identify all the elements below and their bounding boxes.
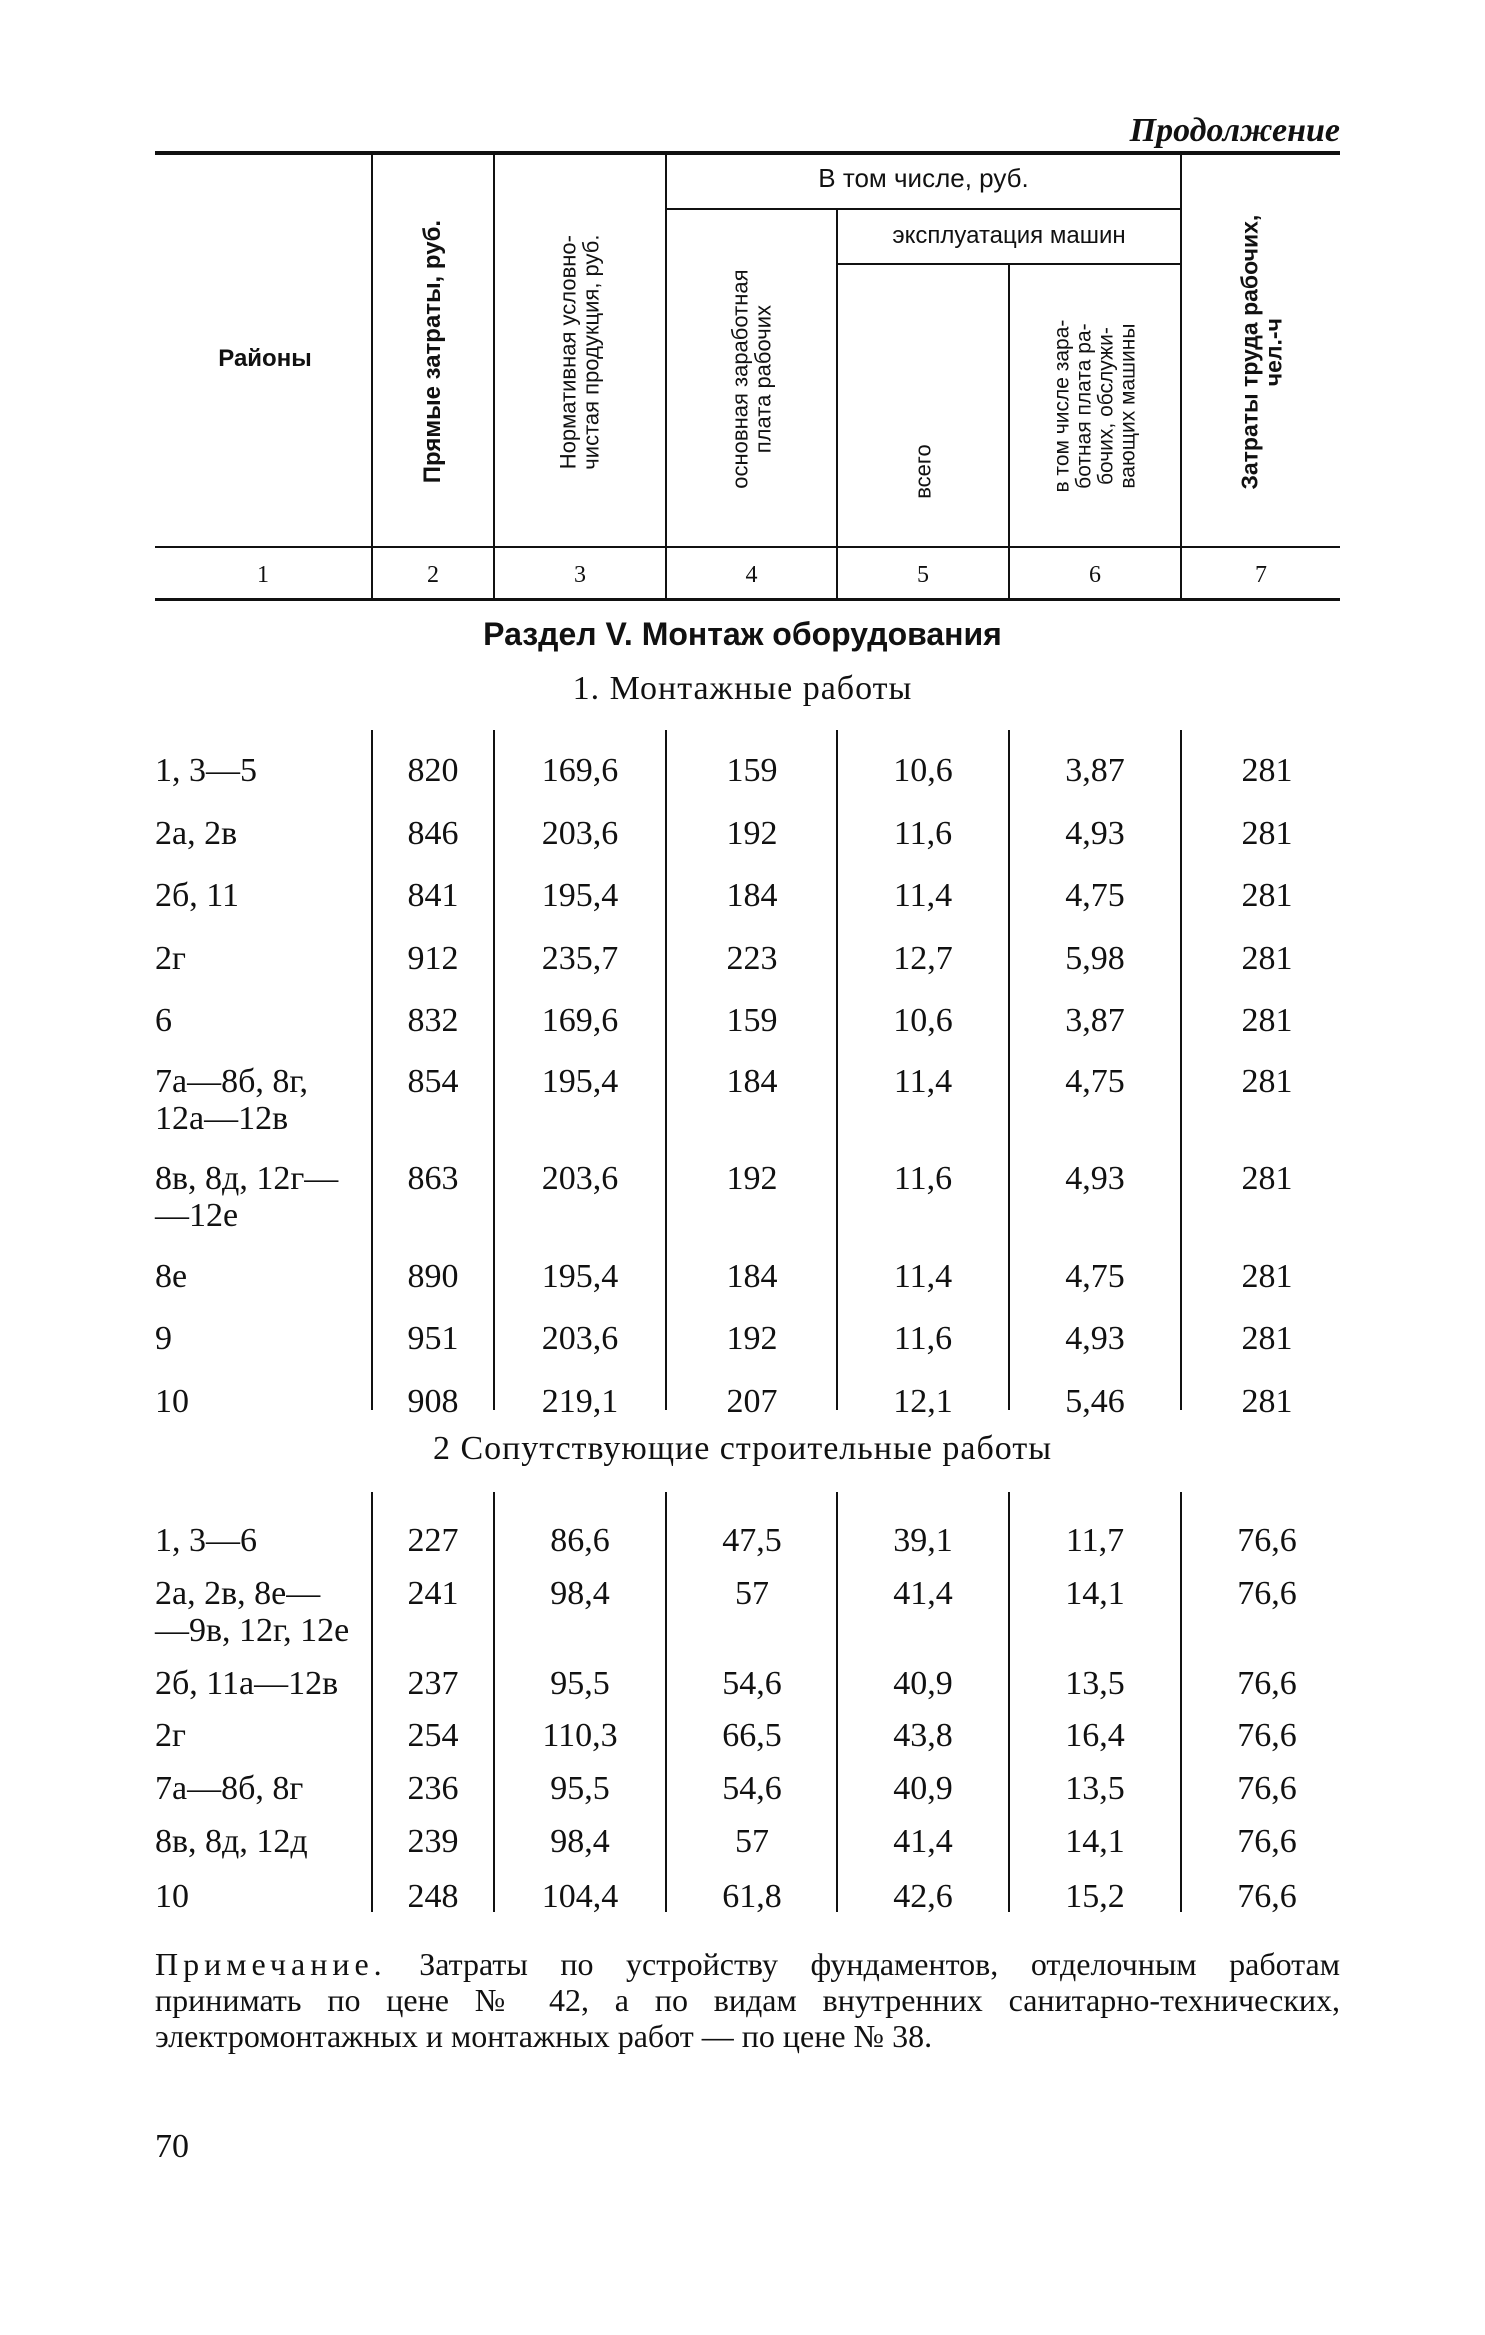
region-cell [155,1063,370,1138]
region-line: 8в, 8д, 12д [155,1823,308,1860]
value-cell: 248 [407,1878,459,1915]
value-cell: 203,6 [541,1320,619,1357]
value-cell: 281 [1241,1258,1293,1295]
value-cell: 281 [1241,1002,1293,1039]
header-including: В том числе, руб. [818,163,1029,193]
value-cell: 219,1 [541,1383,619,1420]
header-base-wage: основная заработная плата рабочих [727,269,776,489]
region-line: 10 [155,1383,189,1420]
value-cell: 281 [1241,1160,1293,1197]
value-cell: 281 [1241,940,1293,977]
value-cell: 76,6 [1237,1665,1297,1702]
colnum-bottom-rule [155,598,1340,601]
region-line: 6 [155,1002,172,1039]
value-cell: 169,6 [541,752,619,789]
value-cell: 4,93 [1065,1320,1125,1357]
table-row [0,752,1485,812]
value-cell: 10,6 [893,752,953,789]
col-number: 1 [257,562,269,588]
header-labor: Затраты труда рабочих, чел.-ч [1235,214,1286,490]
value-cell: 281 [1241,752,1293,789]
table-row [0,877,1485,937]
page-number: 70 [155,2128,189,2165]
value-cell: 42,6 [893,1878,953,1915]
value-cell: 41,4 [893,1575,953,1612]
table-row [0,1770,1485,1830]
value-cell: 184 [726,1063,778,1100]
region-line: 2г [155,1717,186,1754]
table-row [0,1522,1485,1582]
section-title: Раздел V. Монтаж оборудования [483,616,1002,652]
col-number: 4 [745,562,758,588]
value-cell: 14,1 [1065,1823,1125,1860]
value-cell: 61,8 [722,1878,782,1915]
value-cell: 846 [407,815,459,852]
header-normative: Нормативная условно- чистая продукция, руб. [555,234,604,470]
value-cell: 951 [407,1320,459,1357]
region-line: 2б, 11а—12в [155,1665,339,1702]
value-cell: 841 [407,877,459,914]
region-cell [155,1878,370,1915]
header-machine-operation: эксплуатация машин [892,222,1126,249]
table-row [0,1717,1485,1777]
subsection2-title: 2 Сопутствующие строительные работы [432,1430,1053,1467]
value-cell: 95,5 [550,1770,610,1807]
region-cell [155,815,370,852]
col-number: 3 [574,562,586,588]
value-cell: 12,1 [893,1383,953,1420]
table-row [0,1320,1485,1380]
value-cell: 10,6 [893,1002,953,1039]
value-cell: 12,7 [893,940,953,977]
region-line: 2б, 11 [155,877,240,914]
region-line: 7а—8б, 8г [155,1770,304,1807]
value-cell: 76,6 [1237,1878,1297,1915]
col-number: 6 [1089,562,1101,588]
value-cell: 239 [407,1823,459,1860]
table-row [0,1823,1485,1883]
value-cell: 11,6 [893,815,953,852]
value-cell: 236 [407,1770,459,1807]
value-cell: 235,7 [541,940,619,977]
value-cell: 11,6 [893,1160,953,1197]
value-cell: 820 [407,752,459,789]
region-line: 9 [155,1320,172,1357]
value-cell: 281 [1241,1320,1293,1357]
table-row [0,1160,1485,1235]
region-line: 2г [155,940,186,977]
value-cell: 832 [407,1002,459,1039]
value-cell: 76,6 [1237,1575,1297,1612]
value-cell: 223 [726,940,778,977]
value-cell: 54,6 [722,1665,782,1702]
value-cell: 169,6 [541,1002,619,1039]
value-cell: 11,4 [893,1063,953,1100]
region-cell [155,1665,370,1702]
continuation-label: Продолжение [1129,112,1340,149]
table-row [0,1665,1485,1725]
value-cell: 57 [735,1823,769,1860]
header-group-rule [665,208,1180,210]
value-cell: 281 [1241,1383,1293,1420]
table-row [0,1878,1485,1938]
region-line: 1, 3—5 [155,752,257,789]
value-cell: 76,6 [1237,1823,1297,1860]
value-cell: 11,4 [893,1258,953,1295]
region-cell [155,1823,370,1860]
table-row [0,940,1485,1000]
header-subgroup-rule [836,263,1180,265]
value-cell: 241 [407,1575,459,1612]
value-cell: 281 [1241,877,1293,914]
footnote-text: Затраты по устройству фундаментов, отделочным работам принимать по цене № 42, а по видам внутренних санитарно-технических, электромонтажных и монтажных работ — по цене № 38. [155,1946,1341,2054]
value-cell: 40,9 [893,1665,953,1702]
col-number: 2 [427,562,439,588]
header-regions: Районы [218,345,312,372]
region-cell [155,1522,370,1559]
value-cell: 40,9 [893,1770,953,1807]
region-line: 7а—8б, 8г, [155,1063,308,1100]
region-cell [155,752,370,789]
value-cell: 3,87 [1065,752,1125,789]
value-cell: 863 [407,1160,459,1197]
value-cell: 98,4 [550,1575,610,1612]
value-cell: 76,6 [1237,1522,1297,1559]
value-cell: 76,6 [1237,1770,1297,1807]
value-cell: 192 [726,815,778,852]
value-cell: 66,5 [722,1717,782,1754]
table-row [0,1258,1485,1318]
header-direct-costs: Прямые затраты, руб. [419,220,447,484]
region-line-2: —12е [155,1197,239,1235]
value-cell: 912 [407,940,459,977]
region-cell [155,1002,370,1039]
value-cell: 184 [726,1258,778,1295]
value-cell: 4,75 [1065,1063,1125,1100]
value-cell: 195,4 [541,877,619,914]
region-cell [155,1320,370,1357]
value-cell: 16,4 [1065,1717,1125,1754]
region-line: 2а, 2в [155,815,238,852]
value-cell: 4,75 [1065,877,1125,914]
region-cell [155,877,370,914]
value-cell: 95,5 [550,1665,610,1702]
region-cell [155,1160,370,1235]
value-cell: 39,1 [893,1522,953,1559]
value-cell: 15,2 [1065,1878,1125,1915]
region-line: 2а, 2в, 8е— [155,1575,321,1612]
value-cell: 11,4 [893,877,953,914]
value-cell: 195,4 [541,1063,619,1100]
value-cell: 86,6 [550,1522,610,1559]
region-cell [155,1717,370,1754]
value-cell: 854 [407,1063,459,1100]
region-cell [155,940,370,977]
region-line: 8в, 8д, 12г— [155,1160,339,1197]
table-row [0,1063,1485,1138]
value-cell: 13,5 [1065,1665,1125,1702]
col-number: 7 [1255,562,1267,588]
value-cell: 184 [726,877,778,914]
region-cell [155,1575,370,1650]
header-top-rule [155,151,1340,155]
table-row [0,1002,1485,1062]
value-cell: 4,93 [1065,1160,1125,1197]
header-incl-wage: в том числе зара- ботная плата ра- бочих, обслужи- вающих машины [1049,319,1140,493]
value-cell: 98,4 [550,1823,610,1860]
value-cell: 14,1 [1065,1575,1125,1612]
value-cell: 908 [407,1383,459,1420]
value-cell: 5,46 [1065,1383,1125,1420]
value-cell: 3,87 [1065,1002,1125,1039]
footnote-lead: Примечание. [155,1946,387,1982]
value-cell: 4,75 [1065,1258,1125,1295]
value-cell: 104,4 [541,1878,619,1915]
value-cell: 11,7 [1065,1522,1125,1559]
subsection1-title: 1. Монтажные работы [572,670,913,707]
value-cell: 254 [407,1717,459,1754]
table-row [0,815,1485,875]
region-cell [155,1258,370,1295]
value-cell: 207 [726,1383,778,1420]
region-line: 1, 3—6 [155,1522,257,1559]
value-cell: 281 [1241,1063,1293,1100]
value-cell: 192 [726,1160,778,1197]
footnote [155,1947,1340,2054]
value-cell: 192 [726,1320,778,1357]
header-bottom-rule [155,546,1340,548]
value-cell: 13,5 [1065,1770,1125,1807]
value-cell: 76,6 [1237,1717,1297,1754]
value-cell: 890 [407,1258,459,1295]
value-cell: 195,4 [541,1258,619,1295]
table-row [0,1575,1485,1650]
region-line-2: —9в, 12г, 12е [155,1612,350,1650]
value-cell: 203,6 [541,1160,619,1197]
value-cell: 11,6 [893,1320,953,1357]
value-cell: 159 [726,752,778,789]
value-cell: 41,4 [893,1823,953,1860]
value-cell: 237 [407,1665,459,1702]
value-cell: 110,3 [542,1717,618,1754]
value-cell: 227 [407,1522,459,1559]
region-line: 8е [155,1258,188,1295]
value-cell: 159 [726,1002,778,1039]
region-line: 10 [155,1878,189,1915]
region-line-2: 12а—12в [155,1100,289,1138]
region-cell [155,1770,370,1807]
value-cell: 281 [1241,815,1293,852]
col-number: 5 [917,562,929,588]
value-cell: 203,6 [541,815,619,852]
header-total: всего [910,444,936,500]
value-cell: 54,6 [722,1770,782,1807]
region-cell [155,1383,370,1420]
value-cell: 57 [735,1575,769,1612]
value-cell: 4,93 [1065,815,1125,852]
value-cell: 5,98 [1065,940,1125,977]
value-cell: 43,8 [893,1717,953,1754]
value-cell: 47,5 [722,1522,782,1559]
